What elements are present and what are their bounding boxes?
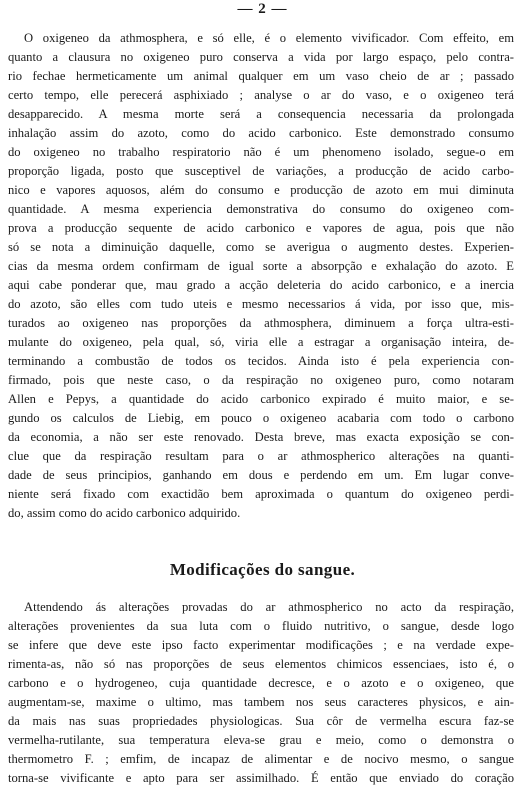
text-line: O oxigeneo da athmosphera, e só elle, é o elemento vivificador. Com effeito, em — [24, 31, 514, 45]
text-line: da economia, a não ser este renovado. Desta breve, mas exacta exposição se con- — [8, 430, 514, 444]
text-line: dade de seus principios, ganhando em dous e perdendo em um. Em lugar conve- — [8, 468, 514, 482]
text-line: Attendendo ás alterações provadas do ar athmospherico no acto da respiração, — [24, 600, 514, 614]
text-line: do azoto, são elles com tudo uteis e mesmo necessarios á vida, por isso que, mis- — [8, 297, 514, 311]
text-line: alterações provenientes da sua luta com o fluido nutritivo, o sangue, desde logo — [8, 619, 514, 633]
text-line: proporção ligada, posto que susceptivel de variações, a producção de acido carbo- — [8, 164, 514, 178]
text-line: augmentam-se, maxime o ultimo, mas tambem nos seus caracteres physicos, e ain- — [8, 695, 514, 709]
text-line: vermelha-rutilante, sua temperatura eleva-se grau e meio, como o demonstra o — [8, 733, 514, 747]
text-line: clue que da respiração resultam para o ar athmospherico alterações na quanti- — [8, 449, 514, 463]
text-line: thermometro F. ; emfim, de incapaz de alimentar e de nocivo mesmo, o sangue — [8, 752, 514, 766]
text-line: Allen e Pepys, a quantidade do acido carbonico expirado é muito maior, e se- — [8, 392, 514, 406]
page-number: — 2 — — [237, 1, 288, 17]
text-line: torna-se vivificante e apto para ser assimilhado. É então que enviado do coração — [8, 771, 514, 785]
text-line: nico e vapores aquosos, além do consumo e producção de azoto em mui diminuta — [8, 183, 514, 197]
text-line: terminando a combustão de todos os tecidos. Ainda isto é pela experiencia con- — [8, 354, 514, 368]
text-line: do oxigeneo no trabalho respiratorio não é um phenomeno isolado, segue-o em — [8, 145, 514, 159]
text-line: da mais nas suas propriedades physiologicas. Sua côr de vermelha escura faz-se — [8, 714, 514, 728]
text-line: niente será fixado com exactidão bem aproximada o quantum do oxigeneo perdi- — [8, 487, 514, 501]
text-line: do, assim como do acido carbonico adquirido. — [8, 506, 241, 520]
text-line: carbono e o hydrogeneo, cuja quantidade decresce, e o azoto e o oxigeneo, que — [8, 676, 514, 690]
text-line: turados ao oxigeneo nas proporções da athmosphera, diminuem a força ultra-esti- — [8, 316, 514, 330]
text-line: mulante do oxigeneo, pela qual, só, viria elle a estragar a organisação inteira, de- — [8, 335, 514, 349]
text-line: certo tempo, elle perecerá asphixiado ; analyse o ar do vaso, e o oxigeneo terá — [8, 88, 514, 102]
text-line: desapparecido. A mesma morte será a consequencia necessaria da prolongada — [8, 107, 514, 121]
text-line: quantidade. A mesma experiencia demonstrativa do consumo do oxigeneo com- — [8, 202, 514, 216]
text-line: prova a producção sequente de acido carbonico e vapores de agua, pois que não — [8, 221, 514, 235]
text-line: rio fechae hermeticamente um animal qualquer em um vaso cheio de ar ; passado — [8, 69, 514, 83]
text-line: cias da mesma ordem confirmam de igual sorte a absorpção e exhalação do azoto. E — [8, 259, 514, 273]
text-line: quanto a clausura no oxigeneo puro conserva a vida por largo espaço, pelo contra- — [8, 50, 514, 64]
text-line: firmado, pois que neste caso, o da respiração no oxigeneo puro, como notaram — [8, 373, 514, 387]
text-line: só se nota a diminuição daquelle, como se averigua o augmento destes. Experien- — [8, 240, 514, 254]
text-line: inhalação assim do azoto, como do acido carbonico. Este demonstrado consumo — [8, 126, 514, 140]
text-line: rimenta-as, não só nas proporções de seus elementos chimicos essenciaes, isto é, o — [8, 657, 514, 671]
text-line: se infere que deve este ipso facto experimentar modificações ; e na verdade expe- — [8, 638, 514, 652]
text-line: gundo os calculos de Liebig, em pouco o oxigeneo acabaria com todo o carbono — [8, 411, 514, 425]
section-heading: Modificações do sangue. — [169, 560, 356, 579]
text-line: aqui cabe ponderar que, mau grado a acção deleteria do acido carbonico, e a inercia — [8, 278, 514, 292]
